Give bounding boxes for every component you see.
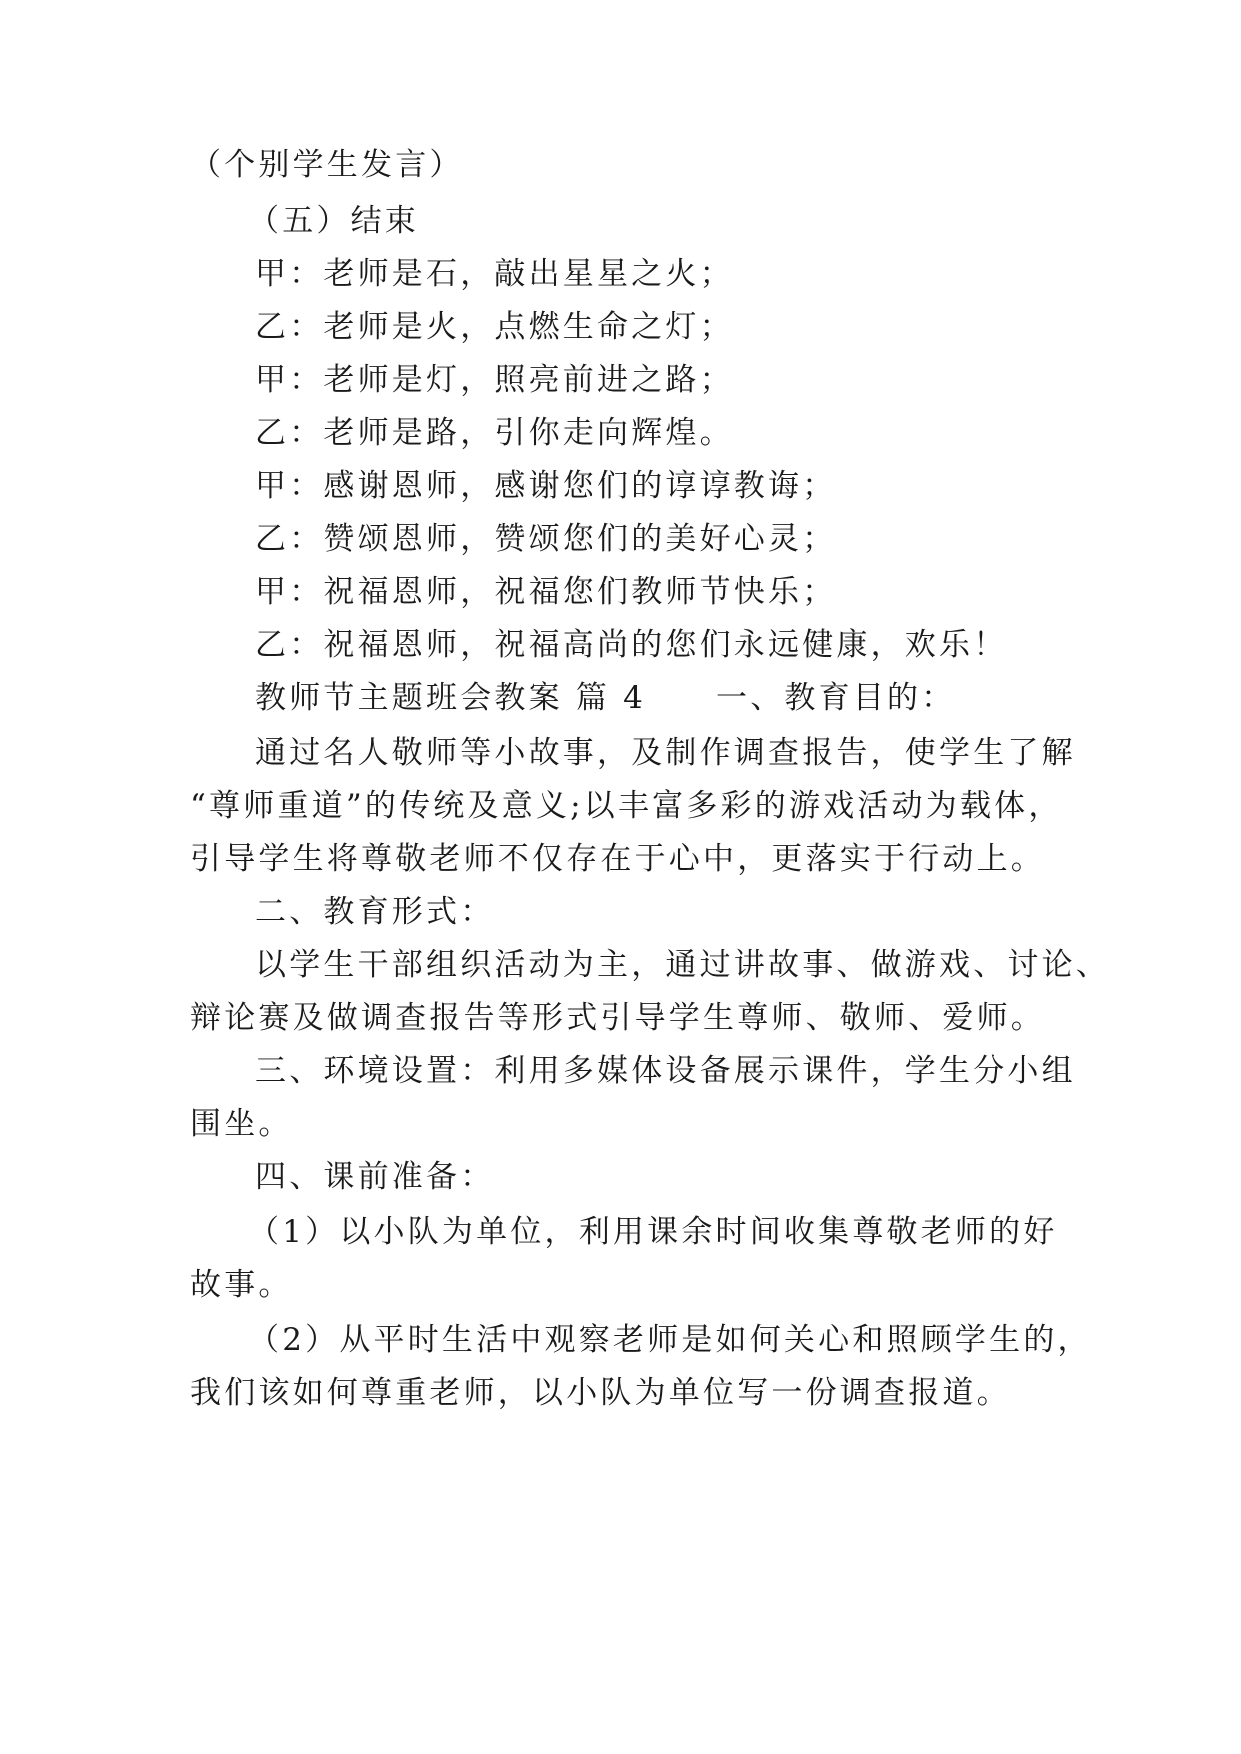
paragraph-line: 我们该如何尊重老师，以小队为单位写一份调查报道。 (190, 1375, 1011, 1411)
paragraph-line: 辩论赛及做调查报告等形式引导学生尊师、敬师、爱师。 (190, 1000, 1045, 1036)
article-heading-line (255, 678, 955, 718)
text-line: 乙：赞颂恩师，赞颂您们的美好心灵； (255, 521, 837, 557)
text-line: 甲：祝福恩师，祝福您们教师节快乐； (255, 574, 837, 610)
paragraph-line: （2）从平时生活中观察老师是如何关心和照顾学生的， (248, 1322, 1092, 1358)
paragraph-line: 围坐。 (190, 1106, 293, 1142)
text-line: （个别学生发言） (190, 147, 464, 183)
article-title: 教师节主题班会教案 篇 4 (255, 680, 647, 716)
text-line: 乙：老师是火，点燃生命之灯； (255, 309, 734, 345)
paragraph-line: 通过名人敬师等小故事，及制作调查报告，使学生了解 (255, 735, 1076, 771)
paragraph-line: “尊师重道”的传统及意义;以丰富多彩的游戏活动为载体， (190, 788, 1063, 824)
paragraph-line: 以学生干部组织活动为主，通过讲故事、做游戏、讨论、 (255, 947, 1110, 983)
section-heading: 四、课前准备： (255, 1159, 495, 1195)
paragraph-line: （1）以小队为单位，利用课余时间收集尊敬老师的好 (248, 1214, 1058, 1250)
text-line: 甲：老师是灯，照亮前进之路； (255, 362, 734, 398)
paragraph-line: 引导学生将尊敬老师不仅存在于心中，更落实于行动上。 (190, 841, 1045, 877)
text-line: 甲：感谢恩师，感谢您们的谆谆教诲； (255, 468, 837, 504)
paragraph-line: 三、环境设置：利用多媒体设备展示课件，学生分小组 (255, 1053, 1076, 1089)
section-heading: （五）结束 (248, 203, 419, 239)
section-heading: 一、教育目的： (716, 680, 956, 716)
section-heading: 二、教育形式： (255, 894, 495, 930)
text-line: 甲：老师是石，敲出星星之火； (255, 256, 734, 292)
text-line: 乙：祝福恩师，祝福高尚的您们永远健康，欢乐！ (255, 627, 1008, 663)
paragraph-line: 故事。 (190, 1267, 293, 1303)
text-line: 乙：老师是路，引你走向辉煌。 (255, 415, 734, 451)
